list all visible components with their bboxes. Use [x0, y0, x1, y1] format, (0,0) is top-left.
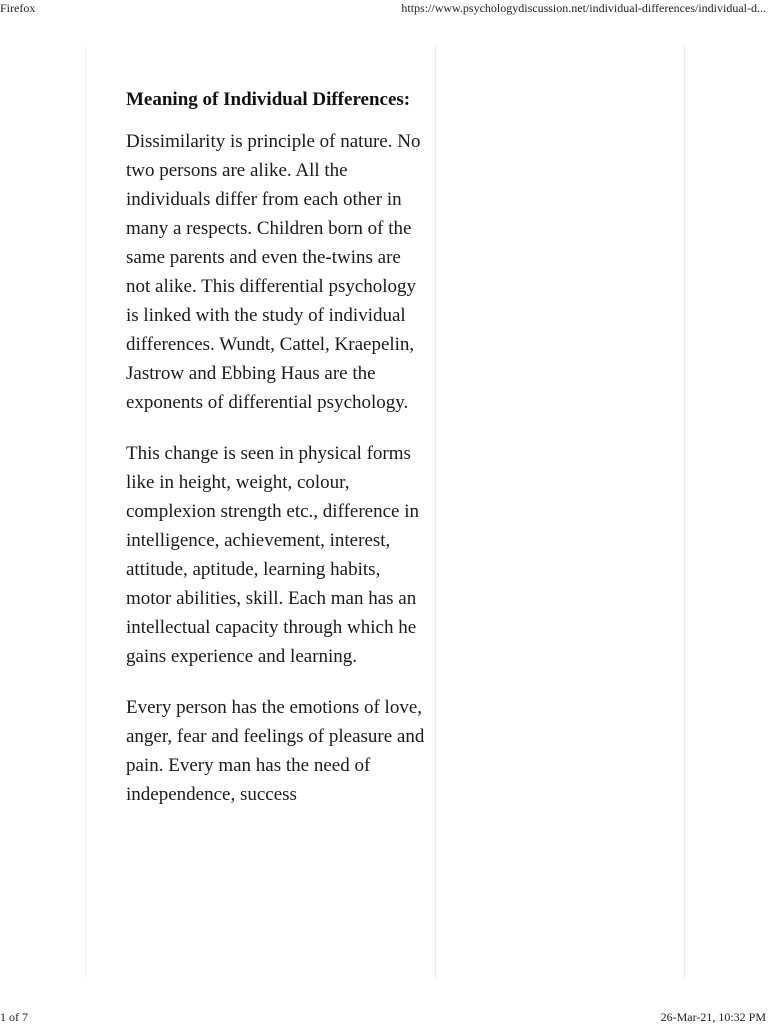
print-timestamp: 26-Mar-21, 10:32 PM: [660, 1010, 766, 1024]
paragraph-physical-forms: This change is seen in physical forms like in height, weight, colour, complexion strength etc., difference in intelligence, achievement, interest, attitude, aptitude, learning habits, motor abilities, skill. Each man has an intellectual capacity through which he gains experience and learning.: [126, 443, 419, 667]
page-indicator: 1 of 7: [0, 1010, 28, 1024]
article-body: [126, 85, 426, 831]
paragraph-emotions: Every person has the emotions of love, anger, fear and feelings of pleasure and pain. Every man has the need of independence, success: [126, 697, 425, 805]
paragraph-dissimilarity: Dissimilarity is principle of nature. No two persons are alike. All the individuals differ from each other in many a respects. Children born of the same parents and even the-twins are not alike. This differential psychology is linked with the study of individual differences. Wundt, Cattel, Kraepelin, Jastrow and Ebbing Haus are the exponents of differential psychology.: [126, 131, 421, 413]
sidebar-divider: [684, 46, 685, 978]
print-header-url: https://www.psychologydiscussion.net/individual-differences/individual-d...: [401, 1, 766, 15]
section-heading: Meaning of Individual Differences:: [126, 89, 411, 110]
print-header-app-name: Firefox: [0, 1, 36, 15]
